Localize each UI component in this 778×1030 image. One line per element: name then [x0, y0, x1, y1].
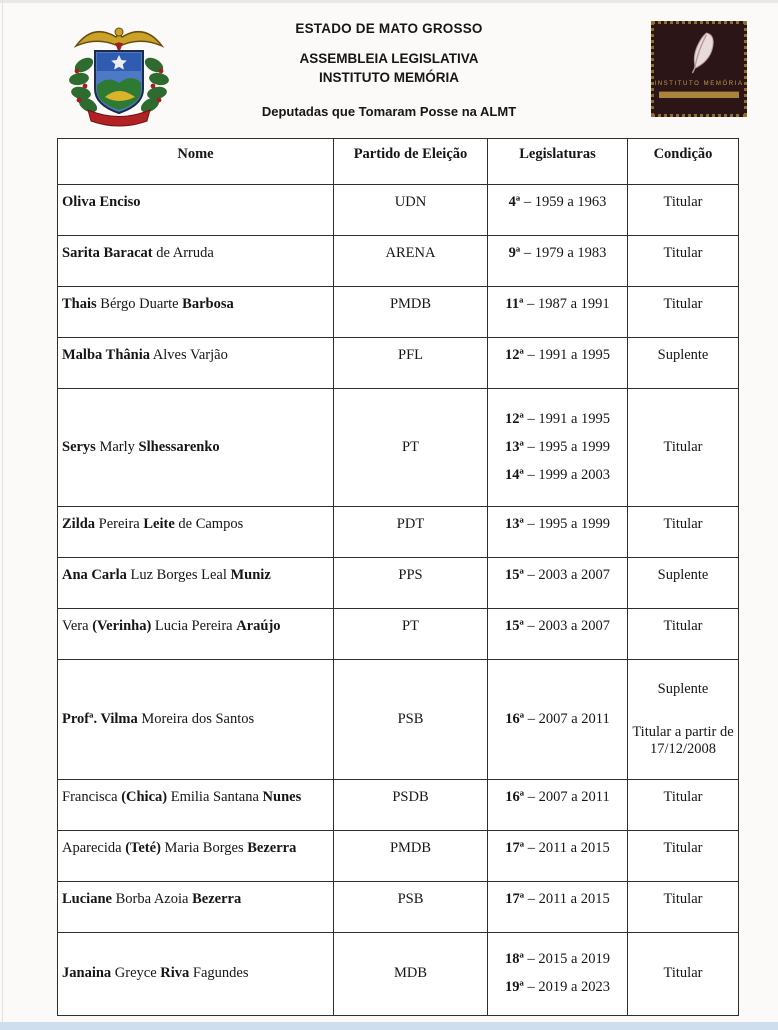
condition-cell: Titular [628, 831, 739, 882]
legislatures-cell: 16ª – 2007 a 2011 [488, 660, 628, 780]
deputy-name-cell: Sarita Baracat de Arruda [58, 236, 334, 287]
page-title: Deputadas que Tomaram Posse na ALMT [261, 104, 517, 119]
legislatures-cell: 4ª – 1959 a 1963 [488, 185, 628, 236]
scan-artifact-left [2, 0, 3, 1030]
legislatures-cell: 17ª – 2011 a 2015 [488, 831, 628, 882]
table-row [58, 338, 739, 389]
table-row [58, 609, 739, 660]
legislatures-cell: 15ª – 2003 a 2007 [488, 558, 628, 609]
table-row [58, 185, 739, 236]
stamp-background [651, 21, 747, 117]
table-header-row [58, 139, 739, 185]
legislatures-cell: 11ª – 1987 a 1991 [488, 287, 628, 338]
party-cell: ARENA [334, 236, 488, 287]
column-header-legislaturas: Legislaturas [488, 139, 628, 185]
deputy-name-cell: Aparecida (Teté) Maria Borges Bezerra [58, 831, 334, 882]
feather-quill-icon [682, 31, 718, 75]
party-cell: UDN [334, 185, 488, 236]
deputy-name-cell: Zilda Pereira Leite de Campos [58, 507, 334, 558]
condition-cell: Titular [628, 236, 739, 287]
condition-cell: Titular [628, 780, 739, 831]
table-row [58, 660, 739, 780]
scan-artifact-bottom-bar [0, 1022, 778, 1030]
condition-cell: Suplente [628, 558, 739, 609]
condition-cell: Titular [628, 609, 739, 660]
party-cell: PMDB [334, 831, 488, 882]
legislatures-cell: 17ª – 2011 a 2015 [488, 882, 628, 933]
party-cell: PDT [334, 507, 488, 558]
deputy-name-cell: Ana Carla Luz Borges Leal Muniz [58, 558, 334, 609]
deputy-name-cell: Serys Marly Slhessarenko [58, 389, 334, 507]
legislatures-cell: 12ª – 1991 a 1995 13ª – 1995 a 1999 14ª – 1999 a 2003 [488, 389, 628, 507]
legislatures-cell: 12ª – 1991 a 1995 [488, 338, 628, 389]
party-cell: PSB [334, 882, 488, 933]
condition-cell: Titular [628, 185, 739, 236]
table-row [58, 287, 739, 338]
condition-cell: Titular [628, 882, 739, 933]
deputy-name-cell: Oliva Enciso [58, 185, 334, 236]
instituto-memoria-logo [646, 16, 752, 122]
header-titles [185, 21, 593, 119]
condition-cell: Titular [628, 287, 739, 338]
legislatures-cell: 13ª – 1995 a 1999 [488, 507, 628, 558]
document-header [0, 0, 778, 138]
deputy-name-cell: Vera (Verinha) Lucia Pereira Araújo [58, 609, 334, 660]
deputy-name-cell: Janaina Greyce Riva Fagundes [58, 933, 334, 1016]
party-cell: PPS [334, 558, 488, 609]
column-header-nome: Nome [58, 139, 334, 185]
stamp-label: INSTITUTO MEMÓRIA [654, 81, 744, 87]
deputies-table [57, 138, 739, 1016]
party-cell: PSB [334, 660, 488, 780]
header-assembly-title: ASSEMBLEIA LEGISLATIVA [299, 51, 479, 66]
column-header-condicao: Condição [628, 139, 739, 185]
mato-grosso-coat-of-arms-icon [58, 13, 180, 127]
party-cell: PT [334, 609, 488, 660]
party-cell: PT [334, 389, 488, 507]
stamp-gold-band [659, 91, 739, 98]
condition-cell: Titular [628, 933, 739, 1016]
table-row [58, 831, 739, 882]
table-row [58, 236, 739, 287]
legislatures-cell: 15ª – 2003 a 2007 [488, 609, 628, 660]
party-cell: PFL [334, 338, 488, 389]
column-header-partido: Partido de Eleição [334, 139, 488, 185]
header-state-title: ESTADO DE MATO GROSSO [295, 21, 483, 36]
table-row [58, 780, 739, 831]
legislatures-cell: 16ª – 2007 a 2011 [488, 780, 628, 831]
deputy-name-cell: Luciane Borba Azoia Bezerra [58, 882, 334, 933]
legislatures-cell: 18ª – 2015 a 2019 19ª – 2019 a 2023 [488, 933, 628, 1016]
deputy-name-cell: Thais Bérgo Duarte Barbosa [58, 287, 334, 338]
table-row [58, 558, 739, 609]
table-row [58, 507, 739, 558]
condition-cell: Titular [628, 389, 739, 507]
condition-cell: Titular [628, 507, 739, 558]
deputy-name-cell: Malba Thânia Alves Varjão [58, 338, 334, 389]
condition-cell: Suplente Titular a partir de 17/12/2008 [628, 660, 739, 780]
table-row [58, 389, 739, 507]
condition-cell: Suplente [628, 338, 739, 389]
party-cell: PMDB [334, 287, 488, 338]
party-cell: MDB [334, 933, 488, 1016]
deputy-name-cell: Francisca (Chica) Emilia Santana Nunes [58, 780, 334, 831]
party-cell: PSDB [334, 780, 488, 831]
legislatures-cell: 9ª – 1979 a 1983 [488, 236, 628, 287]
table-row [58, 882, 739, 933]
deputy-name-cell: Profª. Vilma Moreira dos Santos [58, 660, 334, 780]
header-institute-title: INSTITUTO MEMÓRIA [319, 70, 459, 85]
table-row [58, 933, 739, 1016]
